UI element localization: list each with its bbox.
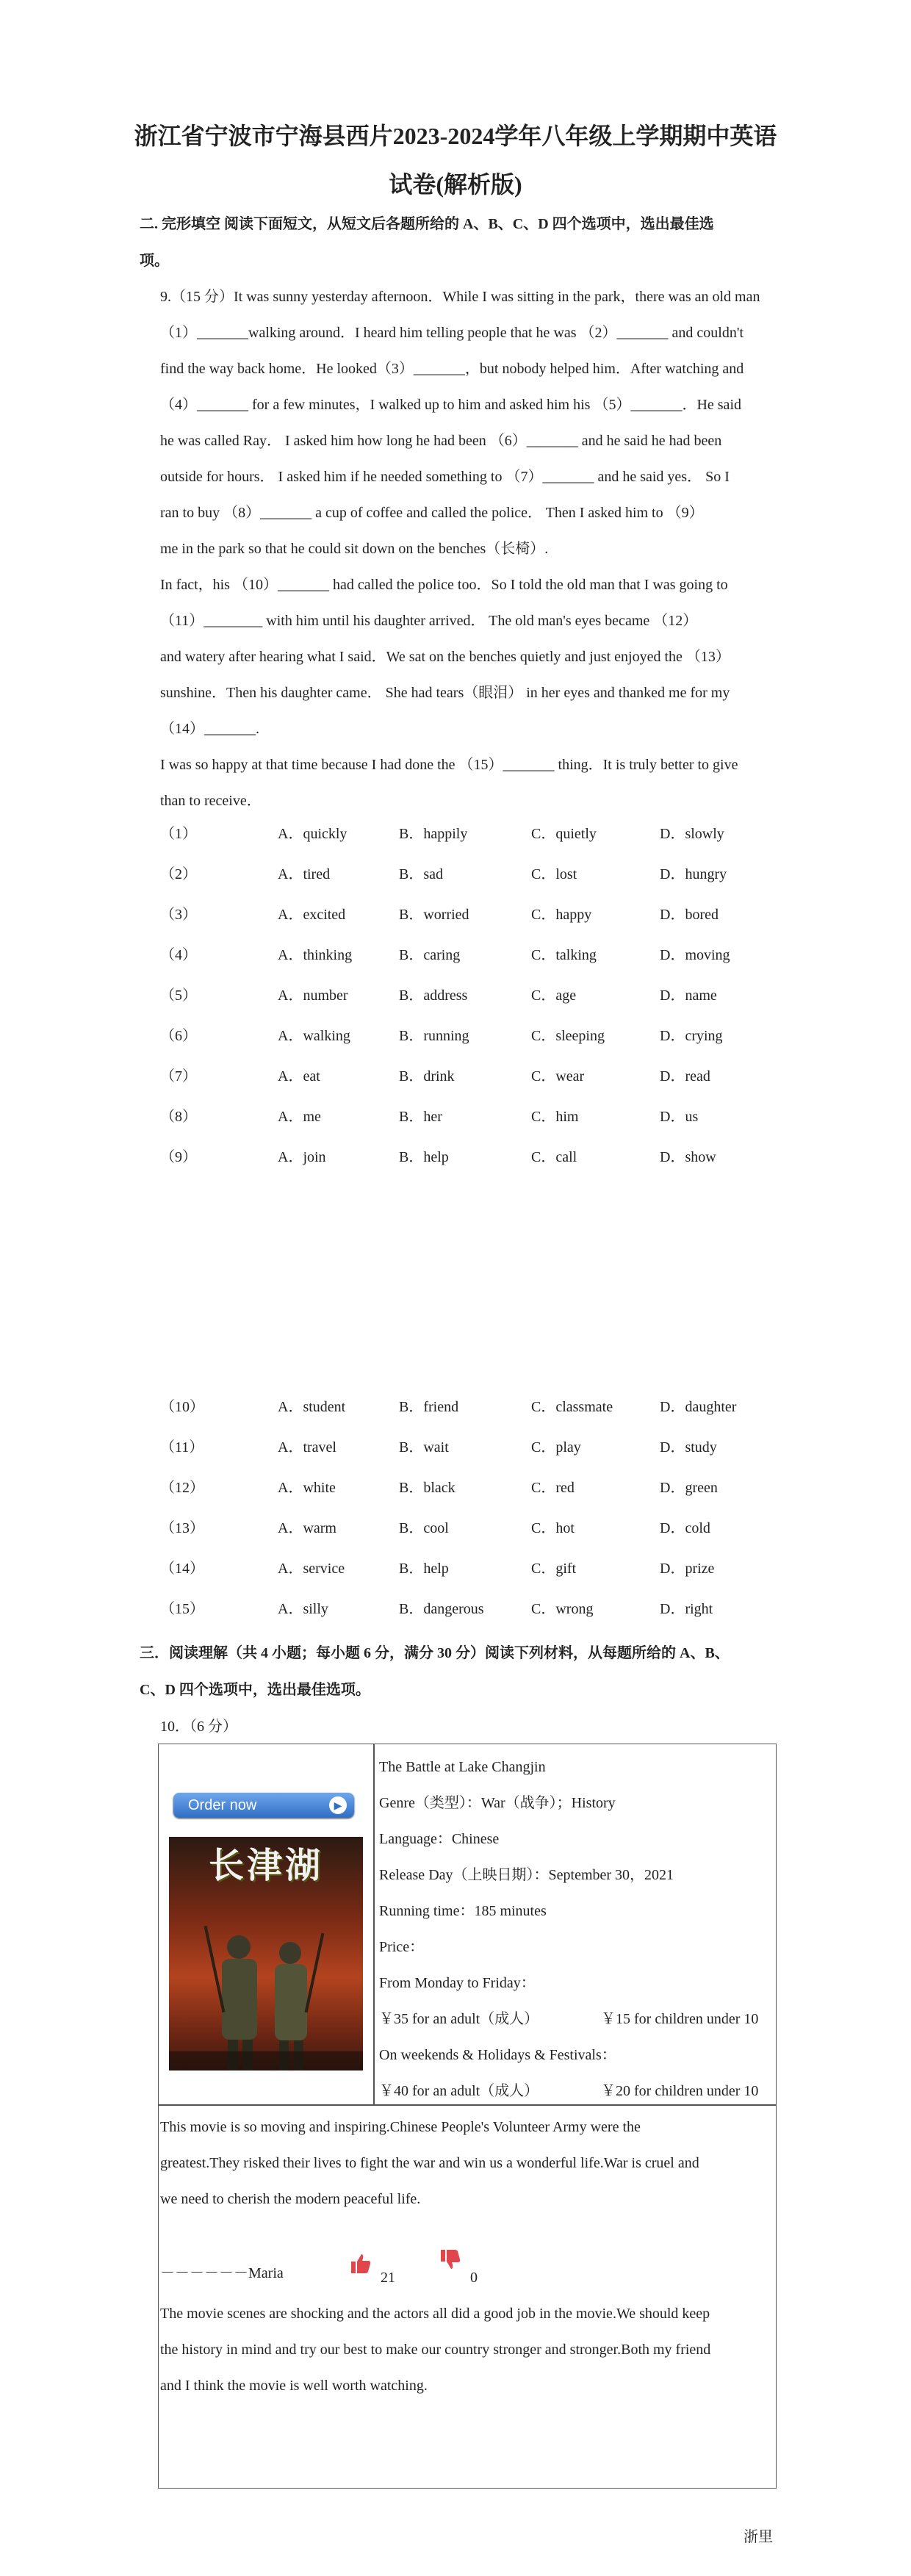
option-a[interactable]: A．tired [278, 866, 331, 882]
option-d[interactable]: D．prize [660, 1561, 715, 1577]
option-b[interactable]: B．friend [399, 1399, 459, 1415]
option-b[interactable]: B．worried [399, 907, 469, 923]
option-b[interactable]: B．wait [399, 1439, 449, 1456]
option-d[interactable]: D．us [660, 1109, 699, 1125]
passage-line: （4）_______ for a few minutes，I walked up to him and asked him his （5）_______．He said [160, 397, 741, 413]
passage-line: he was called Ray． I asked him how long he had been （6）_______ and he said he had been [160, 433, 722, 449]
review-line: the history in mind and try our best to make our country stronger and stronger.Both my friend [160, 2342, 711, 2358]
option-d[interactable]: D．slowly [660, 826, 724, 842]
option-d[interactable]: D．daughter [660, 1399, 737, 1415]
movie-info-line: From Monday to Friday： [379, 1975, 536, 1991]
footer-mark: 浙里 [743, 2529, 773, 2545]
dislikes-count: 0 [470, 2270, 478, 2286]
movie-info [379, 1749, 768, 2001]
option-number: （7） [160, 1068, 197, 1084]
weekday-child-price: ￥15 for children under 10 [601, 2011, 759, 2027]
passage-line: （1）_______walking around．I heard him telling people that he was （2）_______ and couldn't [160, 325, 744, 341]
option-number: （9） [160, 1149, 197, 1165]
passage-line: （11）________ with him until his daughter arrived． The old man's eyes became （12） [160, 613, 698, 629]
option-b[interactable]: B．caring [399, 947, 461, 963]
option-d[interactable]: D．moving [660, 947, 730, 963]
passage-line: ran to buy （8）_______ a cup of coffee and called the police． Then I asked him to （9） [160, 505, 704, 521]
option-c[interactable]: C．him [531, 1109, 579, 1125]
option-number: （12） [160, 1480, 204, 1496]
review-line: and I think the movie is well worth watching. [160, 2378, 428, 2394]
option-b[interactable]: B．cool [399, 1520, 449, 1536]
option-a[interactable]: A．silly [278, 1601, 328, 1617]
option-number: （1） [160, 826, 197, 842]
passage-line: sunshine．Then his daughter came． She had tears（眼泪） in her eyes and thanked me for my [160, 685, 730, 701]
review-line: greatest.They risked their lives to fight the war and win us a wonderful life.War is cruel and [160, 2155, 699, 2171]
option-a[interactable]: A．join [278, 1149, 326, 1165]
divider-vertical [373, 1744, 375, 2105]
movie-info-line: Running time：185 minutes [379, 1903, 547, 1919]
option-number: （5） [160, 987, 197, 1004]
page-title: 浙江省宁波市宁海县西片2023-2024学年八年级上学期期中英语 [134, 123, 777, 149]
review-line: This movie is so moving and inspiring.Chinese People's Volunteer Army were the [160, 2119, 641, 2135]
option-a[interactable]: A．eat [278, 1068, 320, 1084]
option-c[interactable]: C．red [531, 1480, 575, 1496]
section3-heading: 三．阅读理解（共 4 小题；每小题 6 分，满分 30 分）阅读下列材料，从每题所给的 A、B、 C、D 四个选项中，选出最佳选项。 [140, 1645, 730, 1698]
review-2 [160, 2296, 770, 2404]
option-a[interactable]: A．walking [278, 1028, 350, 1044]
option-b[interactable]: B．her [399, 1109, 442, 1125]
option-c[interactable]: C．lost [531, 866, 577, 882]
option-d[interactable]: D．bored [660, 907, 719, 923]
option-c[interactable]: C．classmate [531, 1399, 613, 1415]
movie-info-line: Release Day（上映日期）：September 30，2021 [379, 1867, 674, 1883]
option-b[interactable]: B．help [399, 1561, 449, 1577]
option-a[interactable]: A．white [278, 1480, 336, 1496]
review-line: The movie scenes are shocking and the actors all did a good job in the movie.We should keep [160, 2306, 710, 2322]
question-10-label: 10．（6 分） [160, 1719, 237, 1735]
option-a[interactable]: A．thinking [278, 947, 353, 963]
passage-line: 9.（15 分）It was sunny yesterday afternoon．While I was sitting in the park，there was an old man [160, 289, 760, 305]
option-number: （4） [160, 947, 197, 963]
passage-line: me in the park so that he could sit down on the benches（长椅）. [160, 541, 549, 557]
option-c[interactable]: C．quietly [531, 826, 597, 842]
option-number: （14） [160, 1561, 204, 1577]
option-number: （8） [160, 1109, 197, 1125]
order-now-button[interactable] [173, 1793, 354, 1818]
option-d[interactable]: D．right [660, 1601, 713, 1617]
option-c[interactable]: C．age [531, 987, 577, 1004]
option-d[interactable]: D．cold [660, 1520, 710, 1536]
movie-poster [169, 1837, 363, 2070]
section2-heading: 二. 完形填空 阅读下面短文，从短文后各题所给的 A、B、C、D 四个选项中，选出最佳选 项。 [140, 216, 714, 269]
option-number: （11） [160, 1439, 204, 1456]
option-d[interactable]: D．green [660, 1480, 718, 1496]
option-d[interactable]: D．study [660, 1439, 717, 1456]
option-b[interactable]: B．address [399, 987, 468, 1004]
option-b[interactable]: B．drink [399, 1068, 455, 1084]
option-a[interactable]: A．me [278, 1109, 321, 1125]
movie-info-line: Language：Chinese [379, 1831, 500, 1847]
option-c[interactable]: C．call [531, 1149, 577, 1165]
option-c[interactable]: C．hot [531, 1520, 575, 1536]
option-a[interactable]: A．travel [278, 1439, 336, 1456]
option-c[interactable]: C．gift [531, 1561, 577, 1577]
poster-title: 长津湖 [208, 1845, 323, 1886]
movie-info-line: Price： [379, 1939, 425, 1955]
option-number: （2） [160, 866, 197, 882]
option-b[interactable]: B．dangerous [399, 1601, 484, 1617]
option-number: （6） [160, 1028, 197, 1044]
thumbs-down-icon[interactable] [439, 2248, 461, 2270]
option-a[interactable]: A．excited [278, 907, 346, 923]
option-b[interactable]: B．black [399, 1480, 455, 1496]
likes-count: 21 [381, 2270, 395, 2286]
weekday-adult-price: ￥35 for an adult（成人） [379, 2011, 539, 2027]
option-a[interactable]: A．quickly [278, 826, 348, 842]
option-a[interactable]: A．student [278, 1399, 346, 1415]
option-b[interactable]: B．happily [399, 826, 468, 842]
option-a[interactable]: A．number [278, 987, 348, 1004]
order-now-label: Order now [188, 1797, 257, 1813]
passage-line: I was so happy at that time because I had done the （15）_______ thing．It is truly better to give [160, 757, 738, 773]
option-a[interactable]: A．warm [278, 1520, 336, 1536]
page-title-line2: 试卷(解析版) [389, 171, 522, 198]
option-number: （13） [160, 1520, 204, 1536]
option-c[interactable]: C．happy [531, 907, 592, 923]
option-b[interactable]: B．running [399, 1028, 469, 1044]
option-d[interactable]: D．crying [660, 1028, 723, 1044]
option-d[interactable]: D．read [660, 1068, 710, 1084]
option-b[interactable]: B．help [399, 1149, 449, 1165]
play-arrow-icon: ▶ [329, 1796, 347, 1814]
option-d[interactable]: D．show [660, 1149, 716, 1165]
review-line: we need to cherish the modern peaceful life. [160, 2191, 421, 2207]
option-d[interactable]: D．name [660, 987, 717, 1004]
review-1 [160, 2109, 770, 2217]
option-c[interactable]: C．sleeping [531, 1028, 605, 1044]
weekend-child-price: ￥20 for children under 10 [601, 2083, 759, 2099]
weekend-adult-price: ￥40 for an adult（成人） [379, 2083, 539, 2099]
movie-info-line: The Battle at Lake Changjin [379, 1759, 546, 1775]
passage-line: outside for hours． I asked him if he needed something to （7）_______ and he said yes． So I [160, 469, 730, 485]
reviewer-name: －－－－－－Maria [160, 2265, 284, 2281]
option-d[interactable]: D．hungry [660, 866, 727, 882]
option-c[interactable]: C．wrong [531, 1601, 594, 1617]
passage-line: and watery after hearing what I said．We sat on the benches quietly and just enjoyed the （13） [160, 649, 730, 665]
passage-line: find the way back home．He looked（3）_______，but nobody helped him．After watching and [160, 361, 744, 377]
option-c[interactable]: C．wear [531, 1068, 585, 1084]
passage-line: （14）_______. [160, 721, 259, 737]
weekend-label: On weekends & Holidays & Festivals： [379, 2047, 616, 2063]
option-b[interactable]: B．sad [399, 866, 443, 882]
option-c[interactable]: C．play [531, 1439, 581, 1456]
passage-line: In fact，his （10）_______ had called the police too．So I told the old man that I was going to [160, 577, 728, 593]
option-a[interactable]: A．service [278, 1561, 345, 1577]
thumbs-up-icon[interactable] [350, 2253, 372, 2275]
movie-info-line: Genre（类型）：War（战争）；History [379, 1795, 616, 1811]
soldiers-illustration [169, 1837, 363, 2070]
option-number: （3） [160, 907, 197, 923]
passage-line: than to receive． [160, 793, 262, 809]
cloze-passage [160, 279, 786, 819]
option-c[interactable]: C．talking [531, 947, 597, 963]
option-number: （10） [160, 1399, 204, 1415]
option-number: （15） [160, 1601, 204, 1617]
